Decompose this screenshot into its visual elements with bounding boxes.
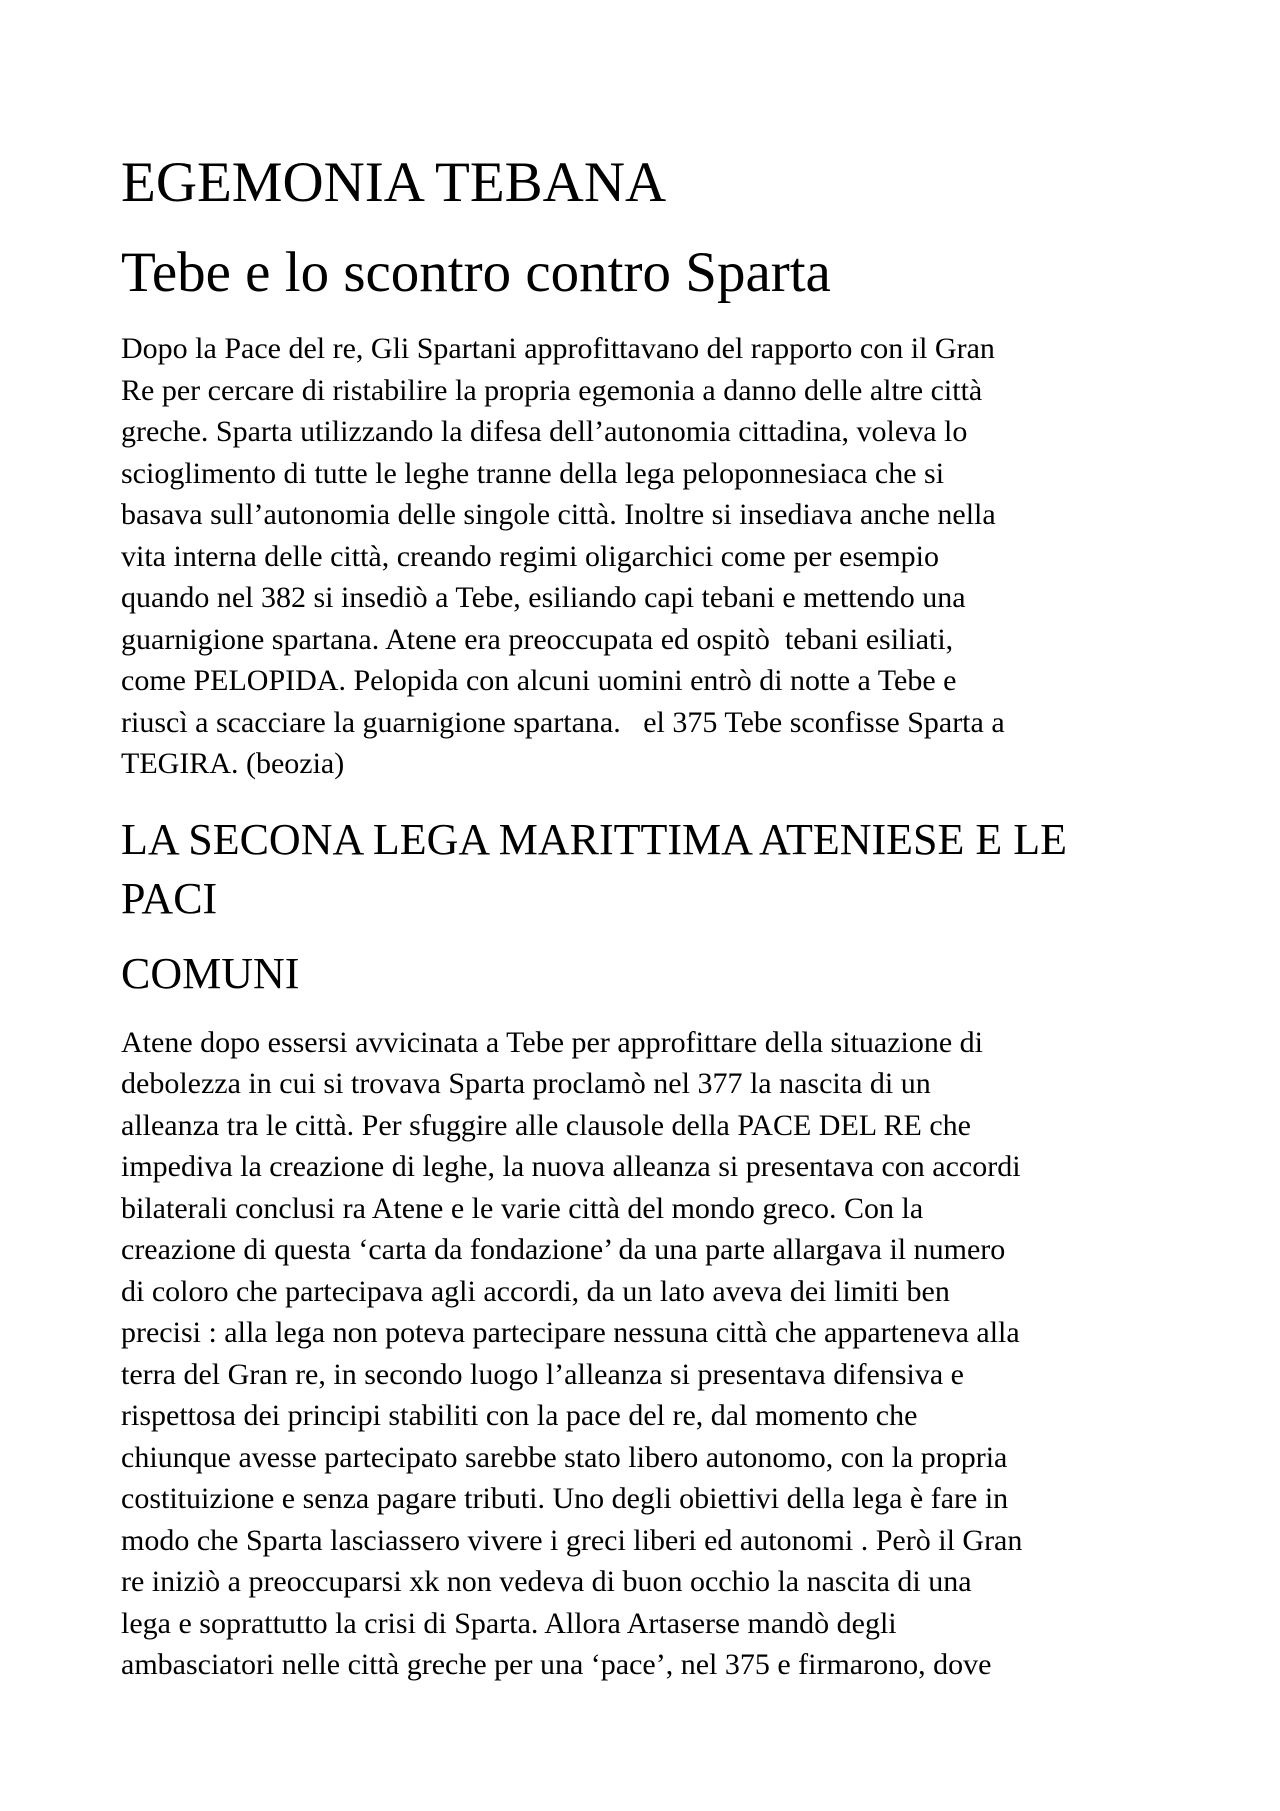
section-heading-line: COMUNI <box>121 948 300 998</box>
text-line: quando nel 382 si insediò a Tebe, esiliando capi tebani e mettendo una <box>121 581 966 614</box>
text-line: riuscì a scacciare la guarnigione spartana. el 375 Tebe sconfisse Sparta a <box>121 705 1005 739</box>
text-line: bilaterali conclusi ra Atene e le varie città del mondo greco. Con la <box>121 1191 924 1225</box>
text-line: creazione di questa ‘carta da fondazione’ da una parte allargava il numero <box>121 1233 1006 1266</box>
text-line: re iniziò a preoccuparsi xk non vedeva di buon occhio la nascita di una <box>121 1565 972 1598</box>
section-heading-line: PACI <box>121 873 218 923</box>
text-line: TEGIRA. (beozia) <box>121 747 345 780</box>
section-heading-line: LA SECONA LEGA MARITTIMA ATENIESE E LE <box>121 814 1067 864</box>
text-line: terra del Gran re, in secondo luogo l’alleanza si presentava difensiva e <box>121 1357 964 1391</box>
text-line: impediva la creazione di leghe, la nuova alleanza si presentava con accordi <box>121 1150 1021 1183</box>
text-line: greche. Sparta utilizzando la difesa dell’autonomia cittadina, voleva lo <box>121 415 968 448</box>
text-line: Dopo la Pace del re, Gli Spartani approfittavano del rapporto con il Gran <box>121 332 995 365</box>
text-line: chiunque avesse partecipato sarebbe stato libero autonomo, con la propria <box>121 1440 1008 1474</box>
text-line: scioglimento di tutte le leghe tranne della lega peloponnesiaca che si <box>121 456 945 490</box>
text-line: costituizione e senza pagare tributi. Uno degli obiettivi della lega è fare in <box>121 1482 1009 1515</box>
text-line: basava sull’autonomia delle singole città. Inoltre si insediava anche nella <box>121 498 996 531</box>
document-body <box>121 150 1171 1686</box>
text-line: precisi : alla lega non poteva partecipare nessuna città che apparteneva alla <box>121 1316 1020 1349</box>
text-line: come PELOPIDA. Pelopida con alcuni uomini entrò di notte a Tebe e <box>121 664 957 697</box>
text-line: alleanza tra le città. Per sfuggire alle clausole della PACE DEL RE che <box>121 1108 971 1142</box>
text-line: modo che Sparta lasciassero vivere i greci liberi ed autonomi . Però il Gran <box>121 1523 1023 1557</box>
document-title: EGEMONIA TEBANA <box>121 151 667 214</box>
paragraph-lega-marittima <box>121 1022 1171 1686</box>
text-line: debolezza in cui si trovava Sparta proclamò nel 377 la nascita di un <box>121 1067 931 1100</box>
text-line: Atene dopo essersi avvicinata a Tebe per approfittare della situazione di <box>121 1025 984 1059</box>
text-line: ambasciatori nelle città greche per una ‘pace’, nel 375 e firmarono, dove <box>121 1648 992 1681</box>
text-line: rispettosa dei principi stabiliti con la pace del re, dal momento che <box>121 1399 918 1432</box>
text-line: vita interna delle città, creando regimi oligarchici come per esempio <box>121 539 939 573</box>
text-line: lega e soprattutto la crisi di Sparta. Allora Artaserse mandò degli <box>121 1606 897 1640</box>
text-line: Re per cercare di ristabilire la propria egemonia a danno delle altre città <box>121 373 983 407</box>
text-line: di coloro che partecipava agli accordi, da un lato aveva dei limiti ben <box>121 1274 950 1308</box>
text-line: guarnigione spartana. Atene era preoccupata ed ospitò tebani esiliati, <box>121 622 954 656</box>
paragraph-tebe-sparta <box>121 328 1171 785</box>
document-subtitle: Tebe e lo scontro contro Sparta <box>121 241 831 304</box>
